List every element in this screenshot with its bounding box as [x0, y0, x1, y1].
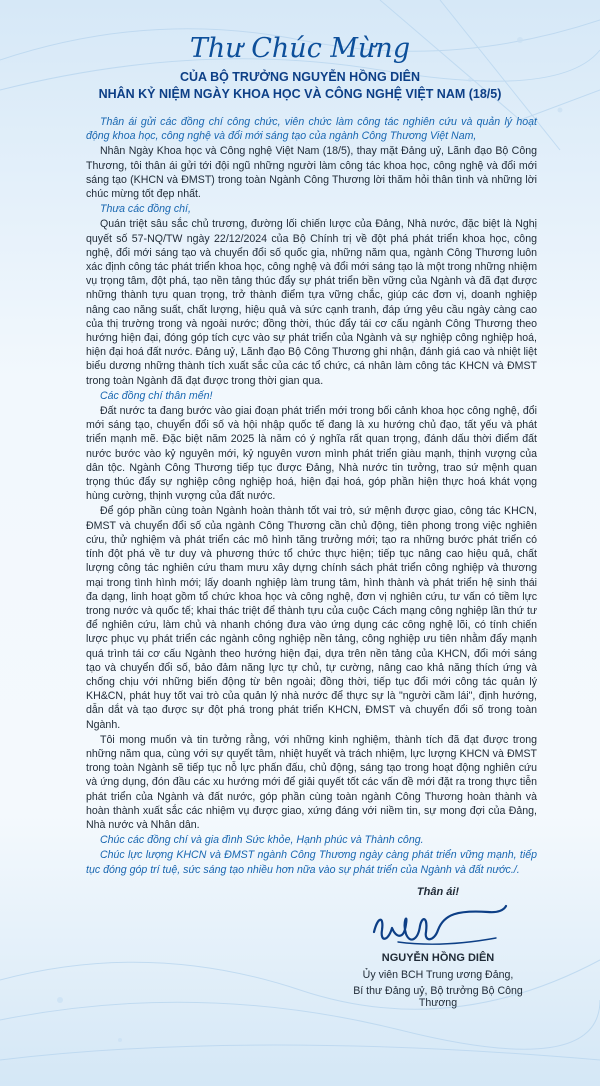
paragraph-2: Quán triệt sâu sắc chủ trương, đường lối chiến lược của Đảng, Nhà nước, đặc biệt là Nghị quyết số 57-NQ/TW ngày 22/12/2024 của Bộ Chính trị về đột phá phát triển khoa học, công nghệ, đổi mới sáng tạo và chuyển đổi số quốc gia, những năm qua, ngành Công Thương luôn xác định công tác phát triển khoa học, công nghệ và đổi mới sáng tạo là một trong những nhiệm vụ trọng tâm, đột phá, tạo nền tảng thúc đẩy sự phát triển bền vững của Ngành và đã đạt được những thành tựu quan trọng, trở thành điểm tựa vững chắc, giúp các đơn vị, doanh nghiệp nâng cao năng suất, chất lượng, hiệu quả và sức cạnh tranh, đáp ứng yêu cầu ngày càng cao của thị trường trong và ngoài nước; đồng thời, thúc đẩy tái cơ cấu ngành Công Thương theo hướng hiện đại, đóng góp tích cực vào sự phát triển của Ngành và sự nghiệp công nghiệp hoá, hiện đại hoá đất nước. Đảng uỷ, Lãnh đạo Bộ Công Thương ghi nhận, đánh giá cao và nhiệt liệt biểu dương những thành tích xuất sắc của các tổ chức, cá nhân làm công tác KHCN và ĐMST trong toàn Ngành đã đạt được trong thời gian qua.: [86, 218, 538, 387]
salutation-1: Thưa các đồng chí,: [100, 203, 191, 216]
greeting: Thân ái gửi các đồng chí công chức, viên chức làm công tác nghiên cứu và quản lý hoạt động khoa học, công nghệ và đổi mới sáng tạo của ngành Công Thương Việt Nam,: [86, 116, 537, 143]
handwritten-signature: [368, 902, 508, 950]
letter-body: [86, 115, 537, 877]
letter-subtitle-author: CỦA BỘ TRƯỞNG NGUYỄN HỒNG DIÊN: [179, 70, 421, 84]
signer-role-2: Bí thư Đảng uỷ, Bộ trưởng Bộ Công Thương: [353, 985, 523, 1009]
paragraph-5: Tôi mong muốn và tin tưởng rằng, với những kinh nghiệm, thành tích đã đạt được trong những năm qua, cùng với sự quyết tâm, nhiệt huyết và trách nhiệm, lực lượng KHCN và ĐMST trong toàn Ngành sẽ tiếp tục nỗ lực phấn đấu, chủ động, sáng tạo trong hoạt động nghiên cứu và ứng dụng, đón đầu các xu hướng mới để giải quyết tốt các vấn đề mới đặt ra trong thực tiễn phát triển của Ngành và đất nước, góp phần cùng toàn ngành Công Thương hoàn thành và hoàn thành xuất sắc các nhiệm vụ được giao, xứng đáng với niềm tin, sự mong đợi của Đảng, Nhà nước và Nhân dân.: [86, 733, 537, 831]
paragraph-4: Để góp phần cùng toàn Ngành hoàn thành tốt vai trò, sứ mệnh được giao, công tác KHCN, ĐMST và chuyển đổi số của ngành Công Thương cần chủ động, tiên phong trong việc nghiên cứu, thử nghiệm và phát triển các mô hình tăng trưởng mới; tạo ra những bước phát triển có tính đột phá về tư duy và phương thức tổ chức thực hiện; tiếp tục nâng cao hiệu quả, chất lượng công tác nghiên cứu tham mưu xây dựng chính sách phát triển công nghiệp và thương mại trong tình hình mới; lấy doanh nghiệp làm trung tâm, hình thành và phát triển hệ sinh thái đa dạng, linh hoạt gồm tổ chức khoa học và công nghệ, đơn vị nghiên cứu, tư vấn có tiềm lực trong nước và quốc tế; khai thác triệt để thành tựu của cuộc Cách mạng công nghiệp lần thứ tư để nghiên cứu, làm chủ và nhanh chóng đưa vào ứng dụng các công nghệ lõi, có tính chiến lược phục vụ phát triển các ngành công nghiệp nền tảng, công nghiệp ưu tiên nhằm đẩy mạnh quá trình tái cơ cấu Ngành theo hướng hiện đại, dựa trên nền tảng của KHCN, đổi mới sáng tạo và chuyển đổi số, bảo đảm năng lực tự chủ, tự cường, nâng cao khả năng thích ứng và chống chịu với những biến động từ bên ngoài; đồng thời, tiếp tục đổi mới công tác quản lý KH&CN, phát huy tốt vai trò của quản lý nhà nước để thực sự là "người cầm lái", định hướng, dẫn dắt và tạo được sự đột phá trong phát triển KHCN, ĐMST và chuyển đổi số trong toàn Ngành.: [86, 505, 537, 731]
wish-2: Chúc lực lượng KHCN và ĐMST ngành Công Thương ngày càng phát triển vững mạnh, tiếp tục đóng góp trí tuệ, sức sáng tạo nhiều hơn nữa vào sự phát triển của Ngành và đất nước./.: [86, 849, 537, 876]
paragraph-1: Nhân Ngày Khoa học và Công nghệ Việt Nam (18/5), thay mặt Đảng uỷ, Lãnh đạo Bộ Công Thương, tôi thân ái gửi tới đội ngũ những người làm công tác khoa học, công nghệ và đổi mới sáng tạo (KHCN và ĐMST) trong toàn Ngành Công Thương lời thăm hỏi thân tình và những lời chúc mừng tốt đẹp nhất.: [86, 145, 537, 201]
letter-title: Thư Chúc Mừng: [189, 33, 411, 64]
letter-subtitle-occasion: NHÂN KỶ NIỆM NGÀY KHOA HỌC VÀ CÔNG NGHỆ VIỆT NAM (18/5): [98, 87, 502, 101]
wish-1: Chúc các đồng chí và gia đình Sức khỏe, Hạnh phúc và Thành công.: [100, 834, 424, 847]
paragraph-3: Đất nước ta đang bước vào giai đoạn phát triển mới trong bối cảnh khoa học công nghệ, đổi mới sáng tạo, chuyển đổi số và hội nhập quốc tế đang là xu hướng chủ đạo, tất yếu và phát triển mạnh mẽ. Đặc biệt năm 2025 là năm có ý nghĩa rất quan trọng, đánh dấu thời điểm đất nước bước vào kỷ nguyên mới, kỷ nguyên vươn mình phát triển giàu mạnh, thịnh vượng của dân tộc. Ngành Công Thương tiếp tục được Đảng, Nhà nước tin tưởng, trao sứ mệnh quan trọng thúc đẩy sự nghiệp công nghiệp hoá, hiện đại hoá, góp phần hiện thực hoá khát vọng hùng cường, thịnh vượng của đất nước.: [86, 405, 537, 503]
signer-name: NGUYỄN HỒNG DIÊN: [381, 952, 495, 964]
signer-role-1: Ủy viên BCH Trung ương Đảng,: [362, 969, 514, 981]
salutation-2: Các đồng chí thân mến!: [100, 389, 213, 402]
closing: Thân ái!: [416, 886, 460, 898]
